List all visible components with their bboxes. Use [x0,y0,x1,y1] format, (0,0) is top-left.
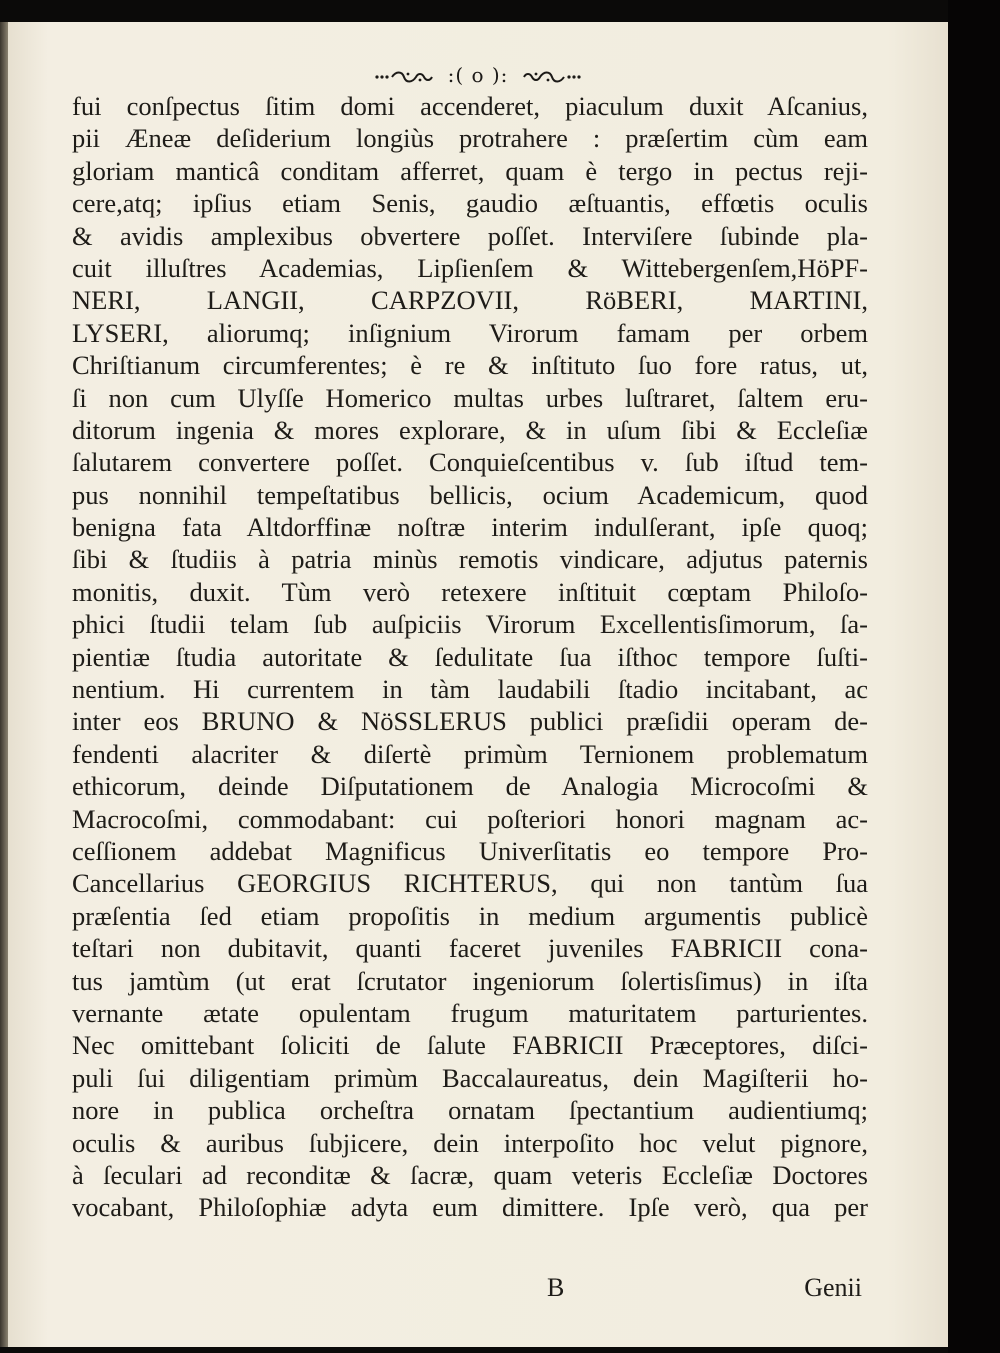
body-text [72,90,868,1224]
text-line: ditorum ingenia & mores explorare, & in uſum ſibi & Eccleſiæ [72,414,868,445]
text-line: ſalutarem convertere poſſet. Conquieſcentibus v. ſub iſtud tem- [72,447,868,478]
running-header [8,60,948,90]
text-line: phici ſtudii telam ſub auſpiciis Virorum Excellentisſimorum, ſa- [72,609,868,640]
page-footer [72,1273,868,1309]
ornament-right-icon [520,70,582,84]
text-line: cere,atq; ipſius etiam Senis, gaudio æſtuantis, effœtis oculis [72,188,868,219]
text-line: fui conſpectus ſitim domi accenderet, piaculum duxit Aſcanius, [72,91,868,121]
text-line: pii Æneæ deſiderium longiùs protrahere : præſertim cùm eam [72,123,868,154]
left-page-edge [0,22,8,1347]
text-line: vocabant, Philoſophiæ adyta eum dimittere. Ipſe verò, qua per [72,1192,868,1223]
signature-mark: B [547,1273,565,1302]
text-line: tus jamtùm (ut erat ſcrutator ingeniorum ſolertisſimus) in iſta [72,965,868,996]
text-line: vernante ætate opulentam frugum maturitatem parturientes. [72,997,868,1028]
text-line: ceſſionem addebat Magnificus Univerſitatis eo tempore Pro- [72,835,868,866]
text-line: Macrocoſmi, commodabant: cui poſteriori honori magnam ac- [72,803,868,834]
text-line: ſi non cum Ulyſſe Homerico multas urbes luſtraret, ſaltem eru- [72,382,868,413]
text-line: benigna fata Altdorffinæ noſtræ interim indulſerant, ipſe quoq; [72,512,868,543]
text-line: NERI, LANGII, CARPZOVII, RöBERI, MARTINI, [72,285,868,316]
text-line: nore in publica orcheſtra ornatam ſpectantium audientiumq; [72,1095,868,1126]
text-line: ethicorum, deinde Diſputationem de Analogia Microcoſmi & [72,771,868,802]
right-dark-margin [948,0,1000,1353]
text-line: nentium. Hi currentem in tàm laudabili ſtadio incitabant, ac [72,674,868,705]
text-line: Cancellarius GEORGIUS RICHTERUS, qui non tantùm ſua [72,868,868,899]
text-line: præſentia ſed etiam propoſitis in medium argumentis publicè [72,900,868,931]
catchword: Genii [804,1273,862,1302]
text-line: monitis, duxit. Tùm verò retexere inſtituit cœptam Philoſo- [72,576,868,607]
text-line: pus nonnihil tempeſtatibus bellicis, ocium Academicum, quod [72,479,868,510]
text-line: cuit illuſtres Academias, Lipſienſem & Wittebergenſem,HöPF- [72,252,868,283]
header-label: :( o ): [447,63,509,87]
book-page [8,22,948,1347]
text-line: LYSERI, aliorumq; inſignium Virorum famam per orbem [72,317,868,348]
text-line: Nec omittebant ſoliciti de ſalute FABRICII Præceptores, diſci- [72,1030,868,1061]
text-line: gloriam manticâ conditam afferret, quam è tergo in pectus reji- [72,155,868,186]
text-line: ſibi & ſtudiis à patria minùs remotis vindicare, adjutus paternis [72,544,868,575]
text-line: teſtari non dubitavit, quanti faceret juveniles FABRICII cona- [72,933,868,964]
text-line: Chriſtianum circumferentes; è re & inſtituto ſuo fore ratus, ut, [72,350,868,381]
text-line: à ſeculari ad reconditæ & ſacræ, quam veteris Eccleſiæ Doctores [72,1159,868,1190]
text-line: puli ſui diligentiam primùm Baccalaureatus, dein Magiſterii ho- [72,1062,868,1093]
text-line: oculis & auribus ſubjicere, dein interpoſito hoc velut pignore, [72,1127,868,1158]
ornament-left-icon [374,70,436,84]
text-line: fendenti alacriter & diſertè primùm Ternionem problematum [72,738,868,769]
text-line: inter eos BRUNO & NöSSLERUS publici præſidii operam de- [72,706,868,737]
text-line: & avidis amplexibus obvertere poſſet. Interviſere ſubinde pla- [72,220,868,251]
text-line: pientiæ ſtudia autoritate & ſedulitate ſua iſthoc tempore ſuſti- [72,641,868,672]
